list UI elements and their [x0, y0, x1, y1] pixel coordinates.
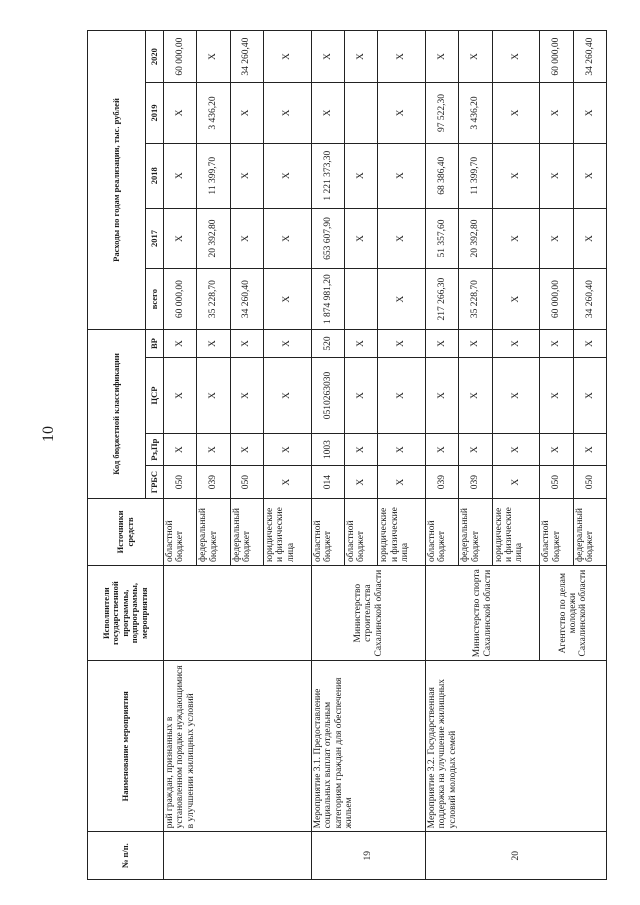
header-grbs: ГРБС: [146, 466, 164, 498]
row-csr: Х: [425, 358, 458, 434]
row-name-cell: рий граждан, признанных в установленном порядке нуждающимися в улучшении жилищных условий: [164, 661, 312, 832]
row-2018: Х: [378, 143, 426, 208]
row-2018: Х: [263, 143, 311, 208]
row-source: федеральный бюджет: [197, 498, 230, 565]
row-grbs: 050: [164, 466, 197, 498]
row-total: 34 260,40: [230, 269, 263, 330]
budget-table-page: [87, 30, 607, 880]
row-2018: Х: [492, 143, 540, 208]
row-2020: Х: [425, 31, 458, 83]
header-name: Наименование мероприятия: [88, 661, 164, 832]
row-total: Х: [378, 269, 426, 330]
row-2020: 60 000,00: [540, 31, 573, 83]
row-grbs: 039: [197, 466, 230, 498]
row-total: 34 260,40: [573, 269, 606, 330]
row-2017: Х: [540, 208, 573, 269]
row-2017: 20 392,80: [459, 208, 492, 269]
row-grbs: 050: [230, 466, 263, 498]
row-total: Х: [492, 269, 540, 330]
row-rzpr: Х: [573, 433, 606, 465]
header-2020: 2020: [146, 31, 164, 83]
table-row: [425, 31, 458, 880]
row-source: федеральный бюджет: [573, 498, 606, 565]
row-vr: Х: [164, 329, 197, 357]
row-2018: Х: [540, 143, 573, 208]
row-vr: Х: [197, 329, 230, 357]
row-vr: Х: [425, 329, 458, 357]
header-vr: ВР: [146, 329, 164, 357]
header-code-group: Код бюджетной классификации: [88, 329, 146, 498]
row-csr: Х: [197, 358, 230, 434]
row-csr: Х: [263, 358, 311, 434]
row-vr: Х: [263, 329, 311, 357]
row-total: 60 000,00: [164, 269, 197, 330]
row-2017: Х: [378, 208, 426, 269]
row-2020: 60 000,00: [164, 31, 197, 83]
row-executor-cell: Министерство спорта Сахалинской области: [425, 566, 539, 661]
row-rzpr: Х: [230, 433, 263, 465]
row-2019: Х: [311, 83, 344, 144]
row-2019: Х: [164, 83, 197, 144]
row-grbs: 039: [459, 466, 492, 498]
row-2019: Х: [378, 83, 426, 144]
row-source: юридические и физические лица: [263, 498, 311, 565]
row-vr: 520: [311, 329, 344, 357]
row-source: областной бюджет: [164, 498, 197, 565]
row-2017: Х: [573, 208, 606, 269]
row-grbs: 050: [540, 466, 573, 498]
row-rzpr: Х: [344, 433, 377, 465]
row-total: [344, 269, 377, 330]
row-name-cell: Мероприятие 3.1. Предоставление социальных выплат отдельным категориям граждан для обеспечения жильем: [311, 661, 425, 832]
row-2018: Х: [230, 143, 263, 208]
row-source: областной бюджет: [425, 498, 458, 565]
row-2020: Х: [197, 31, 230, 83]
row-csr: Х: [230, 358, 263, 434]
row-vr: Х: [344, 329, 377, 357]
row-2017: 20 392,80: [197, 208, 230, 269]
row-executor-cell: Агентство по делам молодежи Сахалинской области: [540, 566, 607, 661]
row-rzpr: Х: [459, 433, 492, 465]
header-num: № п/п.: [88, 832, 164, 880]
row-2018: 68 386,40: [425, 143, 458, 208]
header-2019: 2019: [146, 83, 164, 144]
row-csr: Х: [573, 358, 606, 434]
row-vr: Х: [492, 329, 540, 357]
row-csr: Х: [459, 358, 492, 434]
row-source: федеральный бюджет: [459, 498, 492, 565]
row-executor-cell: [164, 566, 312, 661]
row-vr: Х: [230, 329, 263, 357]
page-number: 10: [40, 426, 57, 442]
row-2020: 34 260,40: [573, 31, 606, 83]
row-grbs: Х: [378, 466, 426, 498]
row-num-cell: 19: [311, 832, 425, 880]
row-2017: Х: [344, 208, 377, 269]
budget-table: [87, 30, 607, 880]
row-csr: Х: [492, 358, 540, 434]
row-2019: [344, 83, 377, 144]
row-vr: Х: [459, 329, 492, 357]
row-rzpr: Х: [263, 433, 311, 465]
table-row: [164, 31, 197, 880]
header-2017: 2017: [146, 208, 164, 269]
row-rzpr: 1003: [311, 433, 344, 465]
row-total: 35 228,70: [459, 269, 492, 330]
row-vr: Х: [378, 329, 426, 357]
header-expenses-group: Расходы по годам реализации, тыс. рублей: [88, 31, 146, 330]
row-2018: Х: [573, 143, 606, 208]
row-total: 35 228,70: [197, 269, 230, 330]
row-source: областной бюджет: [344, 498, 377, 565]
row-2020: Х: [263, 31, 311, 83]
row-source: федеральный бюджет: [230, 498, 263, 565]
row-rzpr: Х: [197, 433, 230, 465]
row-2017: Х: [230, 208, 263, 269]
row-2017: Х: [164, 208, 197, 269]
row-source: юридические и физические лица: [378, 498, 426, 565]
row-source: областной бюджет: [311, 498, 344, 565]
row-grbs: 039: [425, 466, 458, 498]
row-2017: Х: [492, 208, 540, 269]
row-grbs: 050: [573, 466, 606, 498]
row-2020: Х: [492, 31, 540, 83]
table-row: [311, 31, 344, 880]
header-csr: ЦСР: [146, 358, 164, 434]
row-2018: 11 399,70: [459, 143, 492, 208]
row-2019: Х: [540, 83, 573, 144]
row-csr: 0510263030: [311, 358, 344, 434]
row-2020: Х: [378, 31, 426, 83]
row-2019: Х: [263, 83, 311, 144]
header-total: всего: [146, 269, 164, 330]
row-2018: 1 221 373,30: [311, 143, 344, 208]
header-rzpr: Рз,Пр: [146, 433, 164, 465]
row-2019: 97 522,30: [425, 83, 458, 144]
row-source: областной бюджет: [540, 498, 573, 565]
row-2019: 3 436,20: [197, 83, 230, 144]
row-2018: 11 399,70: [197, 143, 230, 208]
row-rzpr: Х: [540, 433, 573, 465]
row-2019: 3 436,20: [459, 83, 492, 144]
row-num-cell: 20: [425, 832, 606, 880]
header-2018: 2018: [146, 143, 164, 208]
row-grbs: Х: [263, 466, 311, 498]
row-name-cell: Мероприятие 3.2. Государственная поддержка на улучшение жилищных условий молодых семей: [425, 661, 606, 832]
row-2020: Х: [344, 31, 377, 83]
row-2018: Х: [164, 143, 197, 208]
row-2017: 51 357,60: [425, 208, 458, 269]
row-grbs: 014: [311, 466, 344, 498]
row-2017: 653 607,90: [311, 208, 344, 269]
row-grbs: Х: [344, 466, 377, 498]
row-total: 1 874 981,20: [311, 269, 344, 330]
row-2019: Х: [492, 83, 540, 144]
row-rzpr: Х: [164, 433, 197, 465]
row-rzpr: Х: [378, 433, 426, 465]
row-source: юридические и физические лица: [492, 498, 540, 565]
row-csr: Х: [540, 358, 573, 434]
row-rzpr: Х: [492, 433, 540, 465]
row-2019: Х: [230, 83, 263, 144]
row-rzpr: Х: [425, 433, 458, 465]
row-csr: Х: [344, 358, 377, 434]
row-executor-cell: Министерство строительства Сахалинской области: [311, 566, 425, 661]
row-csr: Х: [378, 358, 426, 434]
row-vr: Х: [573, 329, 606, 357]
row-num-cell: [164, 832, 312, 880]
row-total: 217 266,30: [425, 269, 458, 330]
row-grbs: Х: [492, 466, 540, 498]
row-2020: Х: [459, 31, 492, 83]
row-total: 60 000,00: [540, 269, 573, 330]
row-2018: Х: [344, 143, 377, 208]
header-source: Источники средств: [88, 498, 164, 565]
header-executor: Исполнители государственной программы, подпрограммы, мероприятия: [88, 566, 164, 661]
row-vr: Х: [540, 329, 573, 357]
row-2019: Х: [573, 83, 606, 144]
row-total: Х: [263, 269, 311, 330]
row-2020: 34 260,40: [230, 31, 263, 83]
row-2017: Х: [263, 208, 311, 269]
row-csr: Х: [164, 358, 197, 434]
row-2020: Х: [311, 31, 344, 83]
